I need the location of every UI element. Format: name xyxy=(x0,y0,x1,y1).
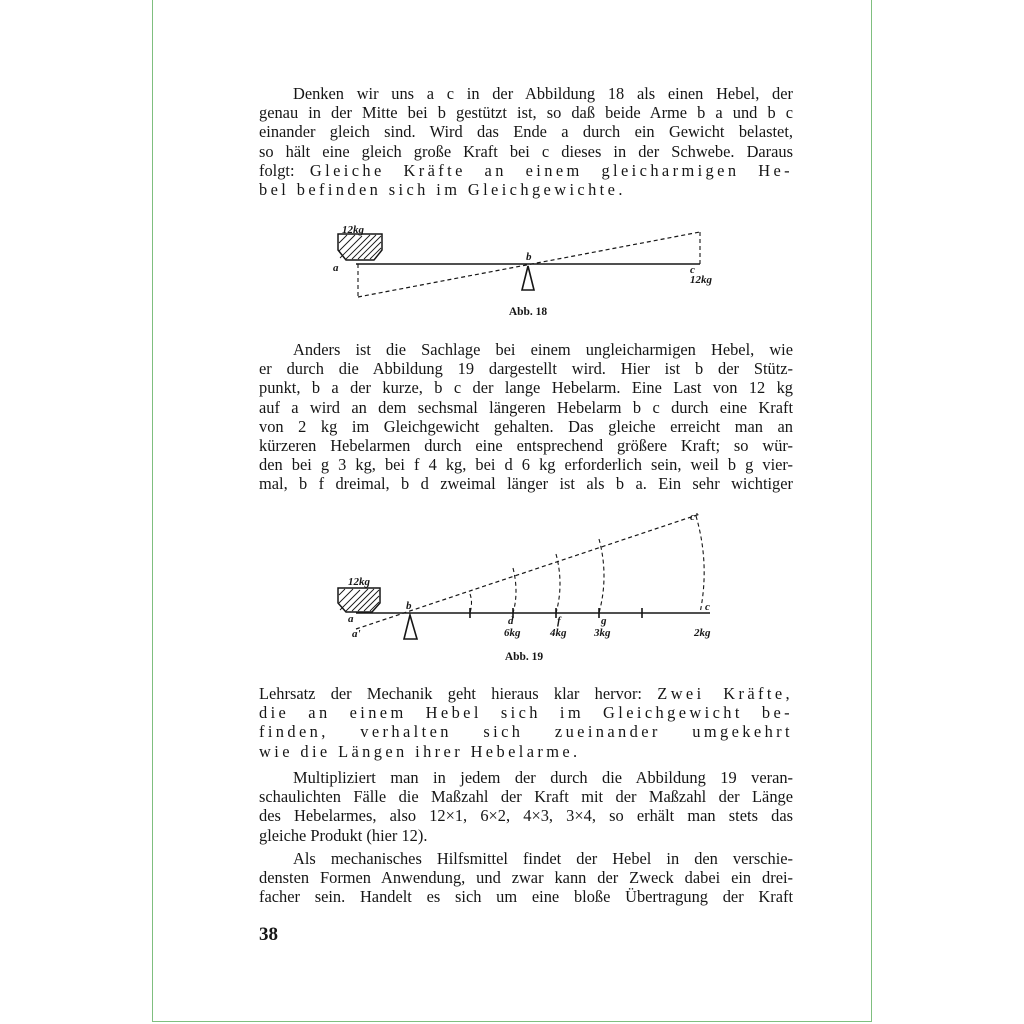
text-line: einander gleich sind. Wird das Ende a durch ein Gewicht belastet, xyxy=(259,122,793,142)
label-f: f xyxy=(557,615,561,627)
emphasized-text: Gleiche Kräfte an einem gleicharmigen He- xyxy=(309,160,793,180)
text-line: facher sein. Handelt es sich um eine bloße Übertragung der Kraft xyxy=(259,887,793,907)
emphasized-text: finden, verhalten sich zueinander umgekehrt xyxy=(259,722,793,742)
arc-c xyxy=(696,516,704,613)
label-a: a xyxy=(333,262,339,274)
text-line: kürzeren Hebelarmen durch eine entsprechend größere Kraft; so wür- xyxy=(259,435,793,455)
text-line: punkt, b a der kurze, b c der lange Hebelarm. Eine Last von 12 kg xyxy=(259,378,793,398)
label-a: a xyxy=(348,613,354,625)
arc-g2 xyxy=(599,539,604,613)
text-line: Multipliziert man in jedem der durch die Abbildung 19 veran- xyxy=(293,768,793,787)
text-line-mixed xyxy=(259,161,793,180)
text-line: densten Formen Anwendung, und zwar kann der Zweck dabei ein drei- xyxy=(259,868,793,888)
text-line: so hält eine gleich große Kraft bei c dieses in der Schwebe. Daraus xyxy=(259,141,793,161)
text-line: des Hebelarmes, also 12×1, 6×2, 4×3, 3×4, so erhält man stets das xyxy=(259,806,793,826)
arc-g xyxy=(556,554,560,613)
label-b: b xyxy=(406,600,412,612)
figure-caption: Abb. 19 xyxy=(504,651,544,663)
text-line-mixed xyxy=(259,684,793,703)
text-line: schaulichten Fälle die Maßzahl der Kraft mit der Maßzahl der Länge xyxy=(259,787,793,807)
text-line: Anders ist die Sachlage bei einem ungleicharmigen Hebel, wie xyxy=(293,340,793,359)
text-line: Als mechanisches Hilfsmittel findet der Hebel in den verschie- xyxy=(293,849,793,868)
figure-19-lever-diagram xyxy=(330,506,730,646)
kg-label-d: 6kg xyxy=(504,627,521,639)
page-number: 38 xyxy=(259,924,278,945)
arc-f xyxy=(513,568,516,613)
weight-label-right: 12kg xyxy=(690,274,712,286)
label-c-prime: c' xyxy=(690,511,698,523)
fulcrum xyxy=(404,615,417,639)
label-a-prime: a' xyxy=(352,628,361,640)
fulcrum xyxy=(522,266,534,290)
text-line: den bei g 3 kg, bei f 4 kg, bei d 6 kg erforderlich sein, weil b g vier- xyxy=(259,455,793,475)
paragraph-lever-law xyxy=(259,684,793,761)
paragraph-lever-unequal-arms xyxy=(259,340,793,494)
kg-label-g: 3kg xyxy=(594,627,611,639)
weight-label-left: 12kg xyxy=(348,576,370,588)
label-d: d xyxy=(508,615,514,627)
emphasized-text: bel befinden sich im Gleichgewichte. xyxy=(259,179,626,199)
arc-d xyxy=(470,594,472,613)
label-c: c xyxy=(705,601,710,613)
text-line: genau in der Mitte bei b gestützt ist, so daß beide Arme b a und b c xyxy=(259,103,793,123)
paragraph-applications xyxy=(259,849,793,907)
kg-label-f: 4kg xyxy=(550,627,567,639)
label-b: b xyxy=(526,251,532,263)
text-segment: folgt: xyxy=(259,160,295,180)
paragraph-products xyxy=(259,768,793,845)
text-line: gleiche Produkt (hier 12). xyxy=(259,825,428,845)
paragraph-lever-equal-arms xyxy=(259,84,793,199)
text-line: mal, b f dreimal, b d zweimal länger ist als b a. Ein sehr wichtiger xyxy=(259,474,793,494)
text-line: er durch die Abbildung 19 dargestellt wird. Hier ist b der Stütz- xyxy=(259,359,793,379)
figure-18-lever-diagram xyxy=(330,222,730,308)
weight-label-left: 12kg xyxy=(342,224,364,236)
label-c: c xyxy=(690,264,695,276)
label-g: g xyxy=(601,615,607,627)
text-line: Denken wir uns a c in der Abbildung 18 als einen Hebel, der xyxy=(293,84,793,103)
text-line: auf a wird an dem sechsmal längeren Hebelarm b c durch eine Kraft xyxy=(259,397,793,417)
emphasized-text: Zwei Kräfte, xyxy=(657,684,794,703)
text-line: von 2 kg im Gleichgewicht gehalten. Das gleiche erreicht man an xyxy=(259,416,793,436)
kg-label-c: 2kg xyxy=(694,627,711,639)
emphasized-text: die an einem Hebel sich im Gleichgewicht be- xyxy=(259,703,793,723)
figure-caption: Abb. 18 xyxy=(508,306,548,318)
text-segment: Lehrsatz der Mechanik geht hieraus klar hervor: xyxy=(259,684,642,703)
emphasized-text: wie die Längen ihrer Hebelarme. xyxy=(259,741,581,761)
